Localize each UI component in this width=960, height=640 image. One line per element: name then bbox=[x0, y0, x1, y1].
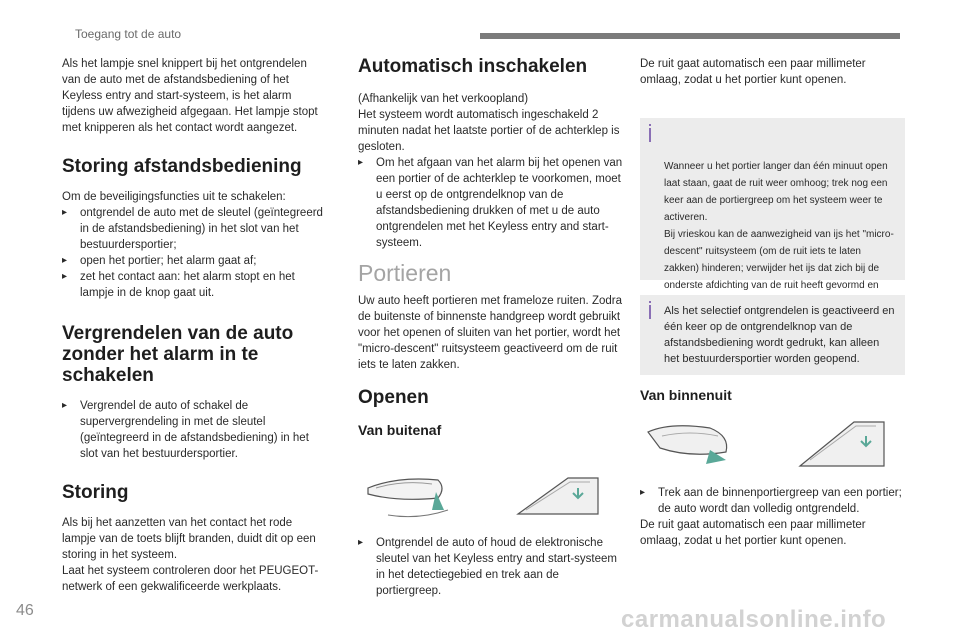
bullet-icon: ▸ bbox=[358, 157, 364, 168]
list-item: ▸ ontgrendel de auto met de sleutel (geïntegreerd in de afstandsbediening) in het slot van het bestuurdersportier; bbox=[62, 207, 323, 251]
heading-portieren: Portieren bbox=[358, 260, 452, 286]
bullet-icon: ▸ bbox=[358, 537, 364, 548]
heading-van-binnenuit: Van binnenuit bbox=[640, 387, 732, 403]
page-number: 46 bbox=[16, 602, 34, 619]
list-item: ▸ zet het contact aan: het alarm stopt en het lampje in de knop gaat uit. bbox=[62, 271, 295, 299]
left-column bbox=[62, 56, 327, 595]
list-item: ▸ Om het afgaan van het alarm bij het openen van een portier of de achterklep te voorkomen, moet u eerst op de ontgrendelknop van de afstandsbediening drukken of met u de auto ontgrendelen met het Keyless entry and start-systeem. bbox=[358, 157, 623, 249]
list-item: ▸ open het portier; het alarm gaat af; bbox=[62, 255, 257, 267]
paragraph: (Afhankelijk van het verkoopland) Het systeem wordt automatisch ingeschakeld 2 minuten nadat het laatste portier of de achterklep is gesloten. bbox=[358, 93, 620, 153]
heading-vergrendelen: Vergrendelen van de auto zonder het alarm in te schakelen bbox=[62, 323, 294, 386]
watermark: carmanualsonline.info bbox=[621, 606, 887, 633]
paragraph: Laat het systeem controleren door het PEUGEOT-netwerk of een gekwalificeerde werkplaats. bbox=[62, 565, 319, 593]
bullet-icon: ▸ bbox=[62, 255, 68, 266]
heading-van-buitenaf: Van buitenaf bbox=[358, 422, 442, 438]
right-column-intro bbox=[640, 56, 905, 98]
heading-storing-afstandsbediening: Storing afstandsbediening bbox=[62, 156, 302, 177]
middle-column bbox=[358, 56, 626, 438]
paragraph: Uw auto heeft portieren met frameloze ruiten. Zodra de buitenste of binnenste handgreep wordt gebruikt voor het openen of sluiten van het portier, wordt het "micro-descent" ruitsysteem geactiveerd om de ruit iets te laten zakken. bbox=[358, 295, 622, 371]
heading-automatisch: Automatisch inschakelen bbox=[358, 56, 588, 77]
info-icon bbox=[649, 124, 651, 126]
paragraph: De ruit gaat automatisch een paar millimeter omlaag, zodat u het portier kunt openen. bbox=[640, 519, 866, 547]
list-item: ▸ Ontgrendel de auto of houd de elektronische sleutel van het Keyless entry and start-systeem in het detectiegebied en trek aan de portiergreep. bbox=[358, 537, 617, 597]
list-item: ▸ Trek aan de binnenportiergreep van een portier; de auto wordt dan volledig ontgrendeld. bbox=[640, 487, 902, 515]
intro-text: Als het lampje snel knippert bij het ontgrendelen van de auto met de afstandsbediening of het Keyless entry and start-systeem, is het alarm tijdens uw afwezigheid afgegaan. Het lampje stopt met knipperen als het contact wordt aangezet. bbox=[62, 58, 318, 134]
note-box-1: Wanneer u het portier langer dan één minuut open laat staan, gaat de ruit weer omhoog; trek nog een keer aan de portiergreep om het systeem weer te activeren. Bij vrieskou kan de aanwezigheid van ijs het "micro-descent" ruitsysteem (om de ruit iets te laten zakken) hinderen; verwijder het ijs dat zich bij de onderste afdichting van de ruit heeft gevormd en bbox=[640, 118, 905, 280]
buitenaf-text bbox=[358, 535, 626, 599]
heading-storing: Storing bbox=[62, 482, 129, 503]
bullet-icon: ▸ bbox=[62, 207, 68, 218]
binnen-text bbox=[640, 485, 905, 549]
exterior-handle-illustration bbox=[358, 470, 616, 530]
paragraph: Als bij het aanzetten van het contact het rode lampje van de toets blijft branden, duidt dit op een storing in het systeem. bbox=[62, 517, 316, 561]
header-bar bbox=[480, 33, 900, 39]
paragraph: Om de beveiligingsfuncties uit te schakelen: bbox=[62, 191, 286, 203]
heading-openen: Openen bbox=[358, 387, 429, 408]
bullet-icon: ▸ bbox=[62, 271, 68, 282]
bullet-icon: ▸ bbox=[640, 487, 646, 498]
paragraph: De ruit gaat automatisch een paar millimeter omlaag, zodat u het portier kunt openen. bbox=[640, 58, 866, 86]
note-box-2: Als het selectief ontgrendelen is geactiveerd en één keer op de ontgrendelknop van de afstandsbediening wordt gedrukt, kan alleen het bestuurdersportier worden geopend. bbox=[640, 295, 905, 375]
bullet-icon: ▸ bbox=[62, 400, 68, 411]
section-label: Toegang tot de auto bbox=[75, 27, 182, 41]
info-icon bbox=[649, 301, 651, 303]
list-item: ▸ Vergrendel de auto of schakel de supervergrendeling in met de sleutel (geïntegreerd in de afstandsbediening) in het slot van het bestuurdersportier. bbox=[62, 400, 309, 460]
interior-handle-illustration bbox=[640, 414, 902, 476]
